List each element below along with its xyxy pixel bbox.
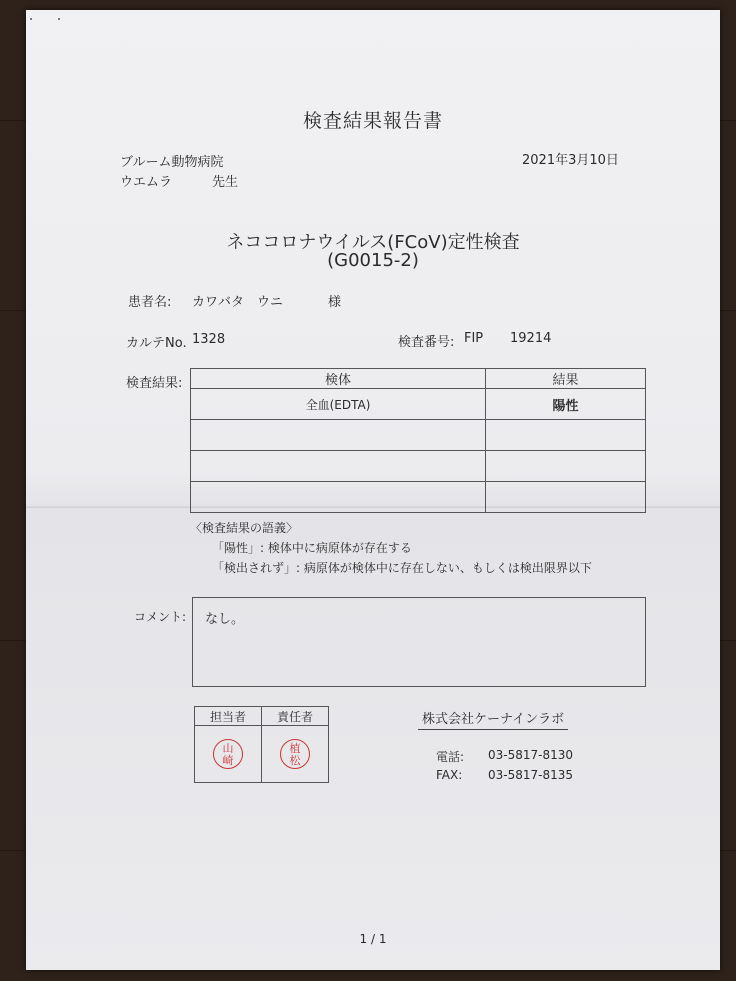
result-cell (486, 482, 646, 513)
signature-table (194, 706, 329, 783)
results-table (190, 368, 646, 513)
specimen-cell (191, 420, 486, 451)
table-row (191, 451, 646, 482)
table-row (191, 482, 646, 513)
test-number-prefix: FIP (464, 331, 484, 346)
result-cell: 陽性 (486, 389, 646, 420)
glossary-line-positive: 「陽性」: 検体中に病原体が存在する (212, 541, 412, 555)
test-number: 19214 (510, 331, 552, 346)
patient-suffix: 様 (328, 295, 342, 310)
seal-cell (262, 726, 329, 783)
results-header-row (191, 369, 646, 389)
comment-box (192, 597, 646, 687)
specimen-cell (191, 482, 486, 513)
patient-name: カワバタ ウニ (192, 295, 284, 310)
results-label: 検査結果: (126, 376, 183, 391)
page-number: 1 / 1 (359, 932, 387, 946)
comment-label: コメント: (134, 610, 187, 624)
seal-stamp-icon: 山 崎 (213, 739, 243, 769)
karte-number: 1328 (192, 332, 226, 347)
table-row (191, 420, 646, 451)
seal-stamp-icon: 植 松 (280, 739, 310, 769)
clinic-name: ブルーム動物病院 (120, 155, 224, 170)
test-code: (G0015-2) (327, 250, 419, 271)
seal-cell (195, 726, 262, 783)
karte-label: カルテNo. (126, 336, 187, 351)
header-specimen: 検体 (191, 369, 486, 389)
specimen-cell (191, 451, 486, 482)
phone-label: 電話: (436, 750, 465, 764)
result-cell (486, 420, 646, 451)
patient-label: 患者名: (128, 295, 172, 310)
test-name: ネココロナウイルス(FCoV)定性検査 (226, 232, 520, 253)
doctor-name: ウエムラ (120, 175, 173, 190)
glossary-line-not-detected: 「検出されず」: 病原体が検体中に存在しない、もしくは検出限界以下 (212, 561, 592, 575)
signature-header-in-charge: 担当者 (195, 707, 262, 726)
report-date: 2021年3月10日 (522, 153, 619, 168)
header-result: 結果 (486, 369, 646, 389)
signature-header-responsible: 責任者 (262, 707, 329, 726)
document-title: 検査結果報告書 (302, 110, 443, 132)
test-number-label: 検査番号: (398, 335, 455, 350)
table-row (191, 389, 646, 420)
doctor-suffix: 先生 (212, 175, 239, 190)
fax-number: 03-5817-8135 (488, 768, 574, 782)
comment-text: なし。 (205, 612, 245, 627)
result-cell (486, 451, 646, 482)
company-name: 株式会社ケーナインラボ (418, 708, 568, 730)
specimen-cell: 全血(EDTA) (191, 389, 486, 420)
phone-number: 03-5817-8130 (488, 748, 574, 762)
glossary-heading: 〈検査結果の語義〉 (190, 521, 299, 535)
report-paper (26, 10, 720, 970)
fax-label: FAX: (436, 768, 463, 782)
